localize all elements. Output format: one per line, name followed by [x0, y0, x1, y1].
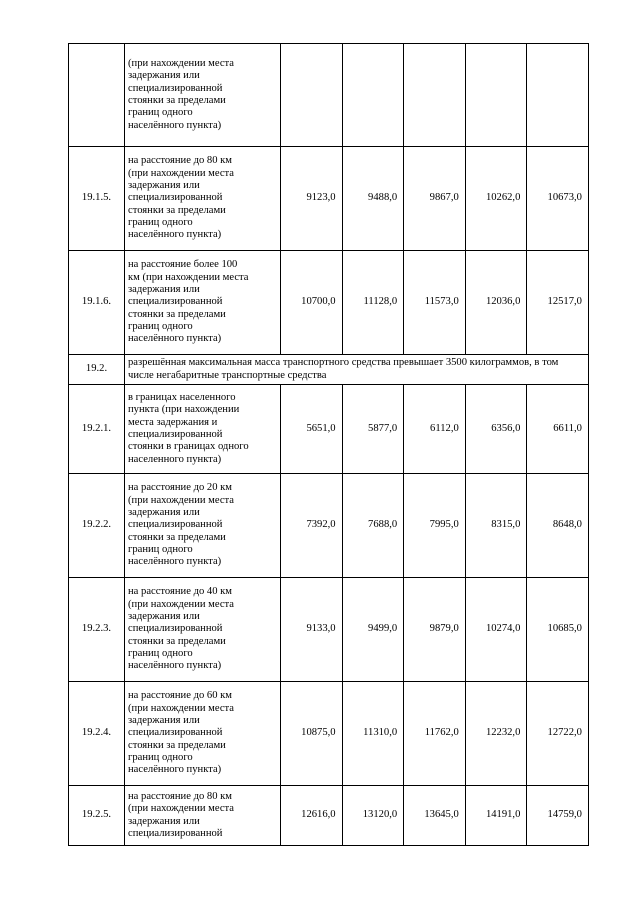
table-row: [69, 385, 589, 474]
row-description: в границах населенного пункта (при нахождении места задержания и специализированной стоянки в границах одного населенного пункта): [125, 385, 281, 474]
value-cell: 9867,0: [404, 147, 466, 251]
row-description: (при нахождении места задержания или специализированной стоянки за пределами границ одного населённого пункта): [125, 44, 281, 147]
value-cell: 9879,0: [404, 578, 466, 682]
row-number: 19.2.4.: [69, 682, 125, 786]
value-cell: [281, 44, 343, 147]
value-cell: 5877,0: [342, 385, 404, 474]
value-cell: 12616,0: [281, 786, 343, 846]
value-cell: 11573,0: [404, 251, 466, 355]
row-description: на расстояние более 100 км (при нахождении места задержания или специализированной стоянки за пределами границ одного населённого пункта): [125, 251, 281, 355]
value-cell: 6356,0: [465, 385, 527, 474]
value-cell: [527, 44, 589, 147]
row-number: 19.1.6.: [69, 251, 125, 355]
row-description: на расстояние до 80 км (при нахождении места задержания или специализированной стоянки за пределами границ одного населённого пункта): [125, 147, 281, 251]
value-cell: 10875,0: [281, 682, 343, 786]
table-row: [69, 786, 589, 846]
value-cell: [342, 44, 404, 147]
row-description: на расстояние до 20 км (при нахождении места задержания или специализированной стоянки за пределами границ одного населённого пункта): [125, 474, 281, 578]
table-row: [69, 474, 589, 578]
value-cell: 14191,0: [465, 786, 527, 846]
row-description: на расстояние до 40 км (при нахождении места задержания или специализированной стоянки за пределами границ одного населённого пункта): [125, 578, 281, 682]
value-cell: 12722,0: [527, 682, 589, 786]
row-number: 19.2.5.: [69, 786, 125, 846]
value-cell: 8315,0: [465, 474, 527, 578]
value-cell: 14759,0: [527, 786, 589, 846]
value-cell: 10685,0: [527, 578, 589, 682]
row-number: 19.2.3.: [69, 578, 125, 682]
value-cell: 9488,0: [342, 147, 404, 251]
value-cell: 12036,0: [465, 251, 527, 355]
row-number: 19.1.5.: [69, 147, 125, 251]
value-cell: 10673,0: [527, 147, 589, 251]
value-cell: 13120,0: [342, 786, 404, 846]
table-row: [69, 355, 589, 385]
value-cell: 8648,0: [527, 474, 589, 578]
value-cell: 7688,0: [342, 474, 404, 578]
table-row: [69, 147, 589, 251]
table-row: [69, 578, 589, 682]
value-cell: 11128,0: [342, 251, 404, 355]
row-number: 19.2.1.: [69, 385, 125, 474]
value-cell: 12517,0: [527, 251, 589, 355]
value-cell: 9123,0: [281, 147, 343, 251]
value-cell: 10274,0: [465, 578, 527, 682]
value-cell: [465, 44, 527, 147]
value-cell: 11762,0: [404, 682, 466, 786]
row-number: [69, 44, 125, 147]
table-row: [69, 44, 589, 147]
value-cell: 13645,0: [404, 786, 466, 846]
row-number: 19.2.: [69, 355, 125, 385]
value-cell: [404, 44, 466, 147]
tariff-table: [68, 43, 589, 846]
section-heading: разрешённая максимальная масса транспортного средства превышает 3500 килограммов, в том числе негабаритные транспортные средства: [125, 355, 589, 385]
value-cell: 7995,0: [404, 474, 466, 578]
table-row: [69, 682, 589, 786]
value-cell: 6611,0: [527, 385, 589, 474]
value-cell: 10262,0: [465, 147, 527, 251]
value-cell: 6112,0: [404, 385, 466, 474]
row-number: 19.2.2.: [69, 474, 125, 578]
value-cell: 10700,0: [281, 251, 343, 355]
value-cell: 5651,0: [281, 385, 343, 474]
row-description: на расстояние до 60 км (при нахождении места задержания или специализированной стоянки за пределами границ одного населённого пункта): [125, 682, 281, 786]
value-cell: 11310,0: [342, 682, 404, 786]
table-row: [69, 251, 589, 355]
value-cell: 12232,0: [465, 682, 527, 786]
value-cell: 9133,0: [281, 578, 343, 682]
value-cell: 9499,0: [342, 578, 404, 682]
value-cell: 7392,0: [281, 474, 343, 578]
row-description: на расстояние до 80 км (при нахождении места задержания или специализированной: [125, 786, 281, 846]
